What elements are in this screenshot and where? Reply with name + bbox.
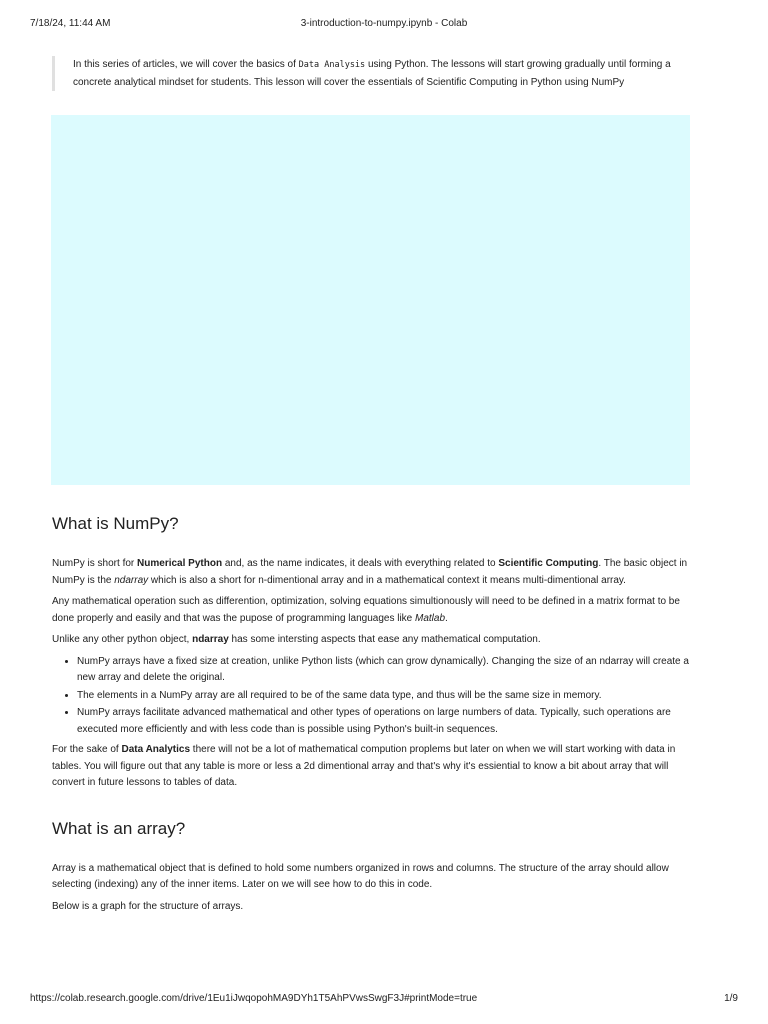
text-run: NumPy is short for — [52, 558, 138, 569]
bold-term: Numerical Python — [137, 558, 223, 569]
intro-blockquote — [52, 56, 673, 91]
bold-term: Data Analytics — [121, 744, 191, 755]
italic-term: Matlab — [415, 612, 446, 624]
intro-inline-code: Data Analysis — [298, 60, 366, 70]
intro-text-start: In this series of articles, we will cover the basics of — [73, 59, 299, 70]
page-url: https://colab.research.google.com/drive/1Eu1iJwqopohMA9DYh1T5AhPVwsSwgF3J#printMode=true — [30, 993, 478, 1004]
heading-what-is-numpy: What is NumPy? — [52, 514, 179, 533]
matrix-operations-paragraph — [52, 594, 692, 627]
page-number: 1/9 — [724, 993, 738, 1004]
text-run: . The basic object in NumPy is the — [52, 558, 688, 586]
text-run: For the sake of — [52, 744, 122, 755]
list-item: • NumPy arrays have a fixed size at creation, unlike Python lists (which can grow dynamically). Changing the size of an ndarray will create a new array and delete the original. — [77, 654, 692, 687]
notebook-content — [52, 512, 692, 920]
italic-term: ndarray — [114, 574, 149, 586]
text-run: Unlike any other python object, — [52, 634, 193, 645]
data-analytics-paragraph — [52, 742, 692, 792]
text-run: Any mathematical operation such as differention, optimization, solving equations simultionously will need to be defined in a matrix format to be done properly and easily and that was the pupose of programming languages like — [52, 596, 680, 624]
intro-text-end: using Python. The lessons will start growing gradually until forming a concrete analytical mindset for students. This lesson will cover the essentials of Scientific Computing in Python using NumPy — [73, 59, 671, 88]
print-header — [30, 18, 738, 34]
heading-what-is-an-array: What is an array? — [52, 818, 186, 838]
list-item: • NumPy arrays facilitate advanced mathematical and other types of operations on large numbers of data. Typically, such operations are executed more efficiently and with less code than is possible using Python's built-in sequences. — [77, 705, 692, 738]
array-definition-paragraph: Array is a mathematical object that is defined to hold some numbers organized in rows and columns. The structure of the array should allow selecting (indexing) any of the inner items. Later on we will see how to do this in code. — [52, 862, 669, 890]
array-graph-intro-paragraph: Below is a graph for the structure of arrays. — [52, 900, 244, 912]
text-run: has some intersting aspects that ease any mathematical computation. — [228, 634, 541, 645]
bold-term: ndarray — [192, 634, 229, 645]
print-timestamp: 7/18/24, 11:44 AM — [30, 18, 111, 29]
ndarray-aspects-list — [52, 654, 692, 739]
text-run: . — [445, 612, 448, 624]
print-footer — [30, 993, 738, 1009]
document-title: 3-introduction-to-numpy.ipynb - Colab — [300, 18, 468, 29]
ndarray-aspects-paragraph — [52, 632, 692, 649]
text-run: which is also a short for n-dimentional array and in a mathematical context it means multi-dimentional array. — [148, 574, 626, 586]
text-run: and, as the name indicates, it deals with everything related to — [222, 558, 499, 569]
text-run: there will not be a lot of mathematical compution proplems but later on when we will start working with data in tables. You will figure out that any table is more or less a 2d dimentional array and that's why it's essiential to know a bit about array that will convert in future lessons to tables of data. — [52, 744, 676, 788]
list-item: • The elements in a NumPy array are all required to be of the same data type, and thus will be the same size in memory. — [77, 688, 692, 705]
bold-term: Scientific Computing — [498, 558, 599, 569]
numpy-definition-paragraph — [52, 556, 692, 589]
image-placeholder — [51, 115, 690, 485]
